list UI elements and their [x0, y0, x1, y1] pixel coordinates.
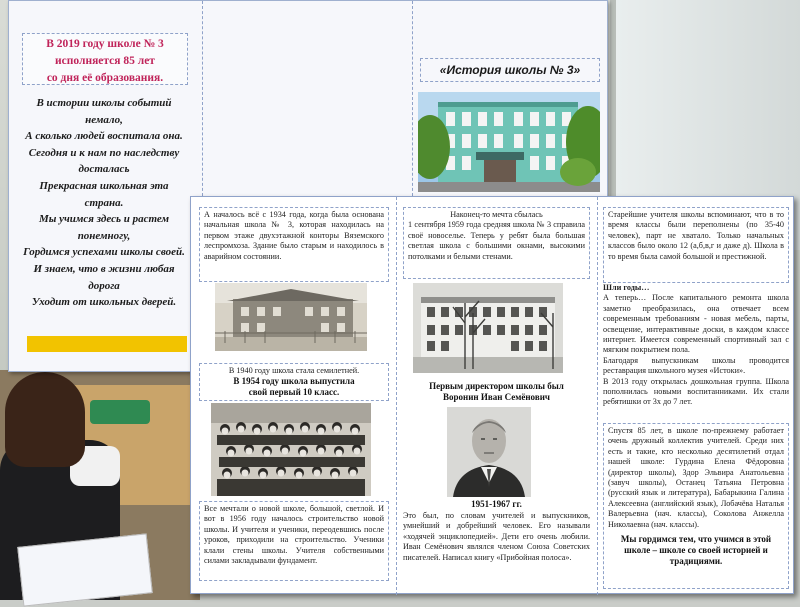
poem-line: страна.	[84, 196, 124, 209]
banner-line: исполняется 85 лет	[55, 55, 155, 67]
poem-line: И знаем, что в жизни любая	[33, 262, 175, 275]
poem-line: дорога	[88, 279, 120, 292]
director-caption: Первым директором школы был	[429, 381, 564, 391]
preschool-text: В 2013 году открылась дошкольная группа. Школа пополнилась новыми воспитанниками. Их стали ребятишки от 3х до 7 лет.	[603, 376, 789, 407]
founding-text: А началось всё с 1934 года, когда была основана начальная школа № 3, которая находилась на первом этаже двухэтажной конторы Вяземского леспромхоза. Здание было старым и находилось в аварийном состоянии.	[199, 207, 389, 282]
director-description: Это был, по словам учителей и выпускников, умнейший и добрейший человек. Его называли «ходячей энциклопедией». Дети его очень любили. Иван Семёнович являлся членом Союза Советских писателей. Написал книгу «Прибойная полоса».	[403, 511, 590, 562]
poem-line: Уходит от школьных дверей.	[31, 296, 177, 309]
banner-line: В 2019 году школе № 3	[46, 38, 164, 50]
banner-line: со дня её образования.	[46, 72, 164, 84]
old-school-photo	[215, 283, 367, 351]
column-divider	[412, 1, 413, 201]
poem-line: В истории школы событий	[36, 97, 172, 109]
director-years: 1951-1967 гг.	[471, 499, 522, 509]
proud-statement: Мы гордимся тем, что учимся в этой школе – школе со своей историей и традициями.	[620, 534, 772, 567]
first-director-heading	[403, 381, 590, 405]
museum-text: Благодаря выпускникам школы проводится реставрация школьного музея «Истоки».	[603, 355, 789, 376]
caption-1940: В 1940 году школа стала семилетней.	[228, 366, 360, 375]
column-divider	[396, 197, 397, 595]
yellow-accent-bar	[27, 336, 187, 352]
school-poem	[14, 95, 194, 311]
years-passed-box	[603, 283, 789, 423]
anniversary-banner	[22, 33, 188, 85]
teachers-team-box	[603, 423, 789, 589]
history-title: «История школы № 3»	[420, 58, 600, 82]
poem-line: Прекрасная школьная эта	[39, 179, 169, 192]
caption-1954: В 1954 году школа выпустила	[233, 376, 355, 387]
caption-1954-cont: свой первый 10 класс.	[248, 387, 340, 398]
column-divider	[597, 197, 598, 595]
poem-line: досталась	[78, 163, 130, 176]
new-school-photo	[413, 283, 563, 373]
poem-line: А сколько людей воспитала она.	[25, 130, 183, 143]
teachers-team-text: Спустя 85 лет, в школе по-прежнему работает очень дружный коллектив учителей. Среди них есть и такие, кто несколько десятилетий отдал нашей школе: Гурдина Елена Фёдоровна (директор школы), Здор Эльвира Анатольевна (завуч школы), Останец Татьяна Петровна (русский язык и литература), Бабарыкина Галина Алексеевна (английский язык), Лобачёва Наталья Валерьевна (нач. классы), Соколова Анжелла Николаевна (нач. классы).	[608, 426, 784, 529]
class-photo	[211, 403, 371, 496]
school-building-photo	[418, 92, 600, 192]
poem-line: Сегодня и к нам по наследству	[28, 146, 180, 159]
poem-line: Мы учимся здесь и растем	[38, 213, 170, 226]
teachers-memories-text: Старейшие учителя школы вспоминают, что в то время классы были переполнены (по 35-40 человек), парт не хватало. Только начальных классов было около 12 (а,б,в,г и даже д). Школа в то время была самой большой и престижной.	[603, 207, 789, 283]
dream-title: Наконец-то мечта сбылась	[450, 210, 543, 219]
column-divider	[202, 1, 203, 201]
poem-line: немало,	[85, 113, 123, 126]
pencil-case	[90, 400, 150, 424]
poem-line: Гордимся успехами школы своей.	[23, 246, 185, 259]
student-head	[5, 372, 85, 467]
renovation-text: А теперь… После капитального ремонта школа заметно преобразилась, она отвечает всем современным требованиям - новая мебель, парты, освещение, интерактивные доски, в каждом классе интернет. Имеется современный спортивный зал с мягким покрытием пола.	[603, 293, 789, 355]
director-portrait	[447, 407, 531, 497]
front-brochure	[190, 196, 794, 594]
new-school-box	[403, 207, 590, 279]
new-school-dream-text: Все мечтали о новой школе, большой, светлой. И вот в 1956 году началось строительство новой школы. И учителя и ученики, переодевшись после уроков, приходили на строительство. Ученики клали стены школы. Учителя собственными силами закладывали фундамент.	[199, 501, 389, 581]
dream-text: 1 сентября 1959 года средняя школа № 3 справила своё новоселье. Теперь у ребят была большая светлая школа с большими окнами, высокими потолками и белыми стенами.	[408, 220, 585, 261]
years-passed-title: Шли годы…	[603, 283, 650, 292]
poem-line: понемногу,	[77, 229, 131, 242]
milestones-box	[199, 363, 389, 401]
director-name: Воронин Иван Семёнович	[443, 392, 550, 402]
